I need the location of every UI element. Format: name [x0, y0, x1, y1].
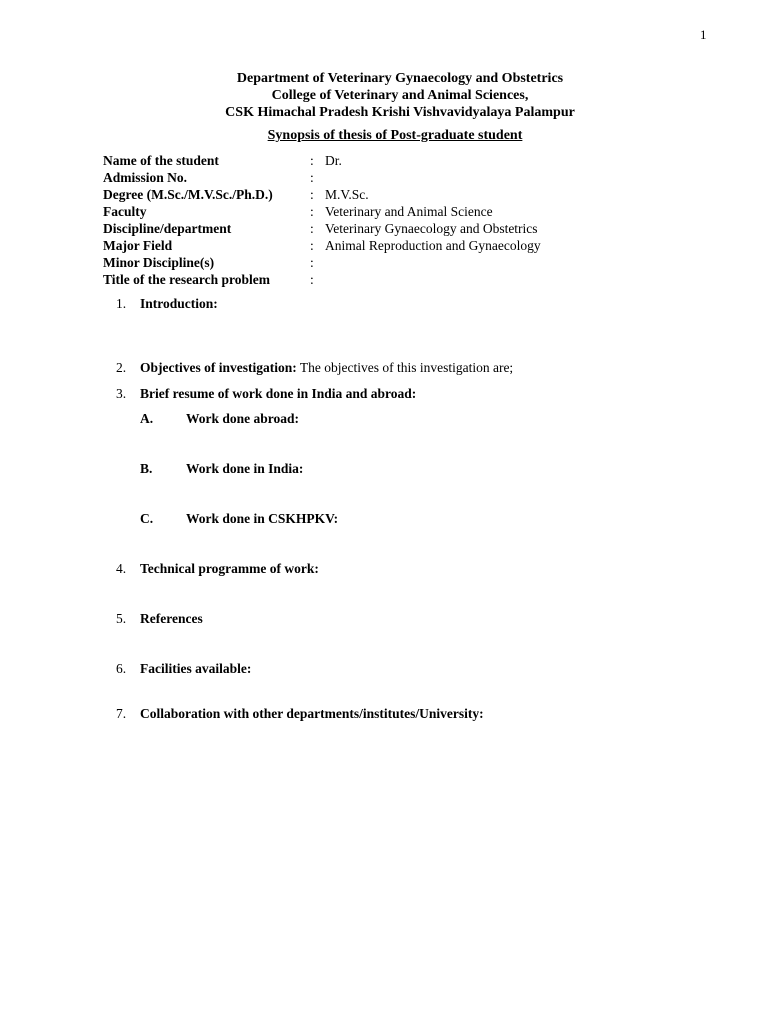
section-brief-resume — [116, 385, 416, 402]
synopsis-title: Synopsis of thesis of Post-graduate student — [267, 128, 523, 143]
section-number: 4. — [116, 561, 127, 576]
section-number: 2. — [116, 360, 127, 375]
field-label: Degree (M.Sc./M.V.Sc./Ph.D.) — [103, 187, 273, 202]
subsection-work-cskhpkv — [140, 510, 338, 527]
field-value: Veterinary Gynaecology and Obstetrics — [325, 221, 538, 236]
field-label: Admission No. — [103, 170, 188, 185]
subsection-letter: C. — [140, 511, 154, 526]
subsection-work-india — [140, 460, 303, 477]
section-introduction — [116, 295, 218, 312]
field-label: Title of the research problem — [103, 272, 270, 287]
field-colon: : — [310, 221, 314, 236]
header-university: CSK Himachal Pradesh Krishi Vishvavidyalaya Palampur — [225, 105, 575, 120]
field-row-major-field — [103, 237, 541, 254]
section-number: 5. — [116, 611, 127, 626]
section-number: 3. — [116, 386, 127, 401]
field-colon: : — [310, 238, 314, 253]
field-value: Animal Reproduction and Gynaecology — [325, 238, 541, 253]
section-number: 6. — [116, 661, 127, 676]
field-label: Major Field — [103, 238, 173, 253]
header-department: Department of Veterinary Gynaecology and Obstetrics — [236, 71, 564, 86]
field-row-faculty — [103, 203, 541, 220]
document-header — [0, 70, 768, 121]
subsection-letter: A. — [140, 411, 154, 426]
subsection-title: Work done in CSKHPKV: — [186, 511, 339, 526]
field-row-degree — [103, 186, 541, 203]
field-label: Faculty — [103, 204, 147, 219]
section-title: Objectives of investigation: — [140, 360, 297, 375]
subsection-work-abroad — [140, 410, 299, 427]
section-text: The objectives of this investigation are; — [296, 360, 514, 375]
student-info-fields — [103, 152, 541, 288]
field-colon: : — [310, 170, 314, 185]
section-title: Brief resume of work done in India and abroad: — [140, 386, 417, 401]
field-row-admission-no — [103, 169, 541, 186]
section-objectives — [116, 359, 513, 376]
field-colon: : — [310, 255, 314, 270]
header-college: College of Veterinary and Animal Sciences, — [271, 88, 529, 103]
section-references — [116, 610, 203, 627]
field-row-research-title — [103, 271, 541, 288]
section-title: Introduction: — [140, 296, 218, 311]
section-title: Collaboration with other departments/institutes/University: — [140, 706, 484, 721]
subsection-title: Work done abroad: — [186, 411, 300, 426]
section-title: References — [140, 611, 203, 626]
field-label: Name of the student — [103, 153, 219, 168]
field-row-student-name — [103, 152, 541, 169]
field-value: Veterinary and Animal Science — [325, 204, 493, 219]
field-label: Minor Discipline(s) — [103, 255, 215, 270]
section-title: Facilities available: — [140, 661, 252, 676]
section-facilities — [116, 660, 251, 677]
field-colon: : — [310, 187, 314, 202]
field-value: Dr. — [325, 153, 342, 168]
field-colon: : — [310, 153, 314, 168]
page-number: 1 — [700, 27, 707, 42]
subsection-letter: B. — [140, 461, 153, 476]
subsection-title: Work done in India: — [186, 461, 304, 476]
field-label: Discipline/department — [103, 221, 232, 236]
field-colon: : — [310, 272, 314, 287]
field-value: M.V.Sc. — [325, 187, 369, 202]
section-number: 1. — [116, 296, 127, 311]
section-title: Technical programme of work: — [140, 561, 319, 576]
section-collaboration — [116, 705, 484, 722]
field-row-minor-discipline — [103, 254, 541, 271]
field-row-discipline — [103, 220, 541, 237]
section-technical-programme — [116, 560, 319, 577]
section-number: 7. — [116, 706, 127, 721]
field-colon: : — [310, 204, 314, 219]
